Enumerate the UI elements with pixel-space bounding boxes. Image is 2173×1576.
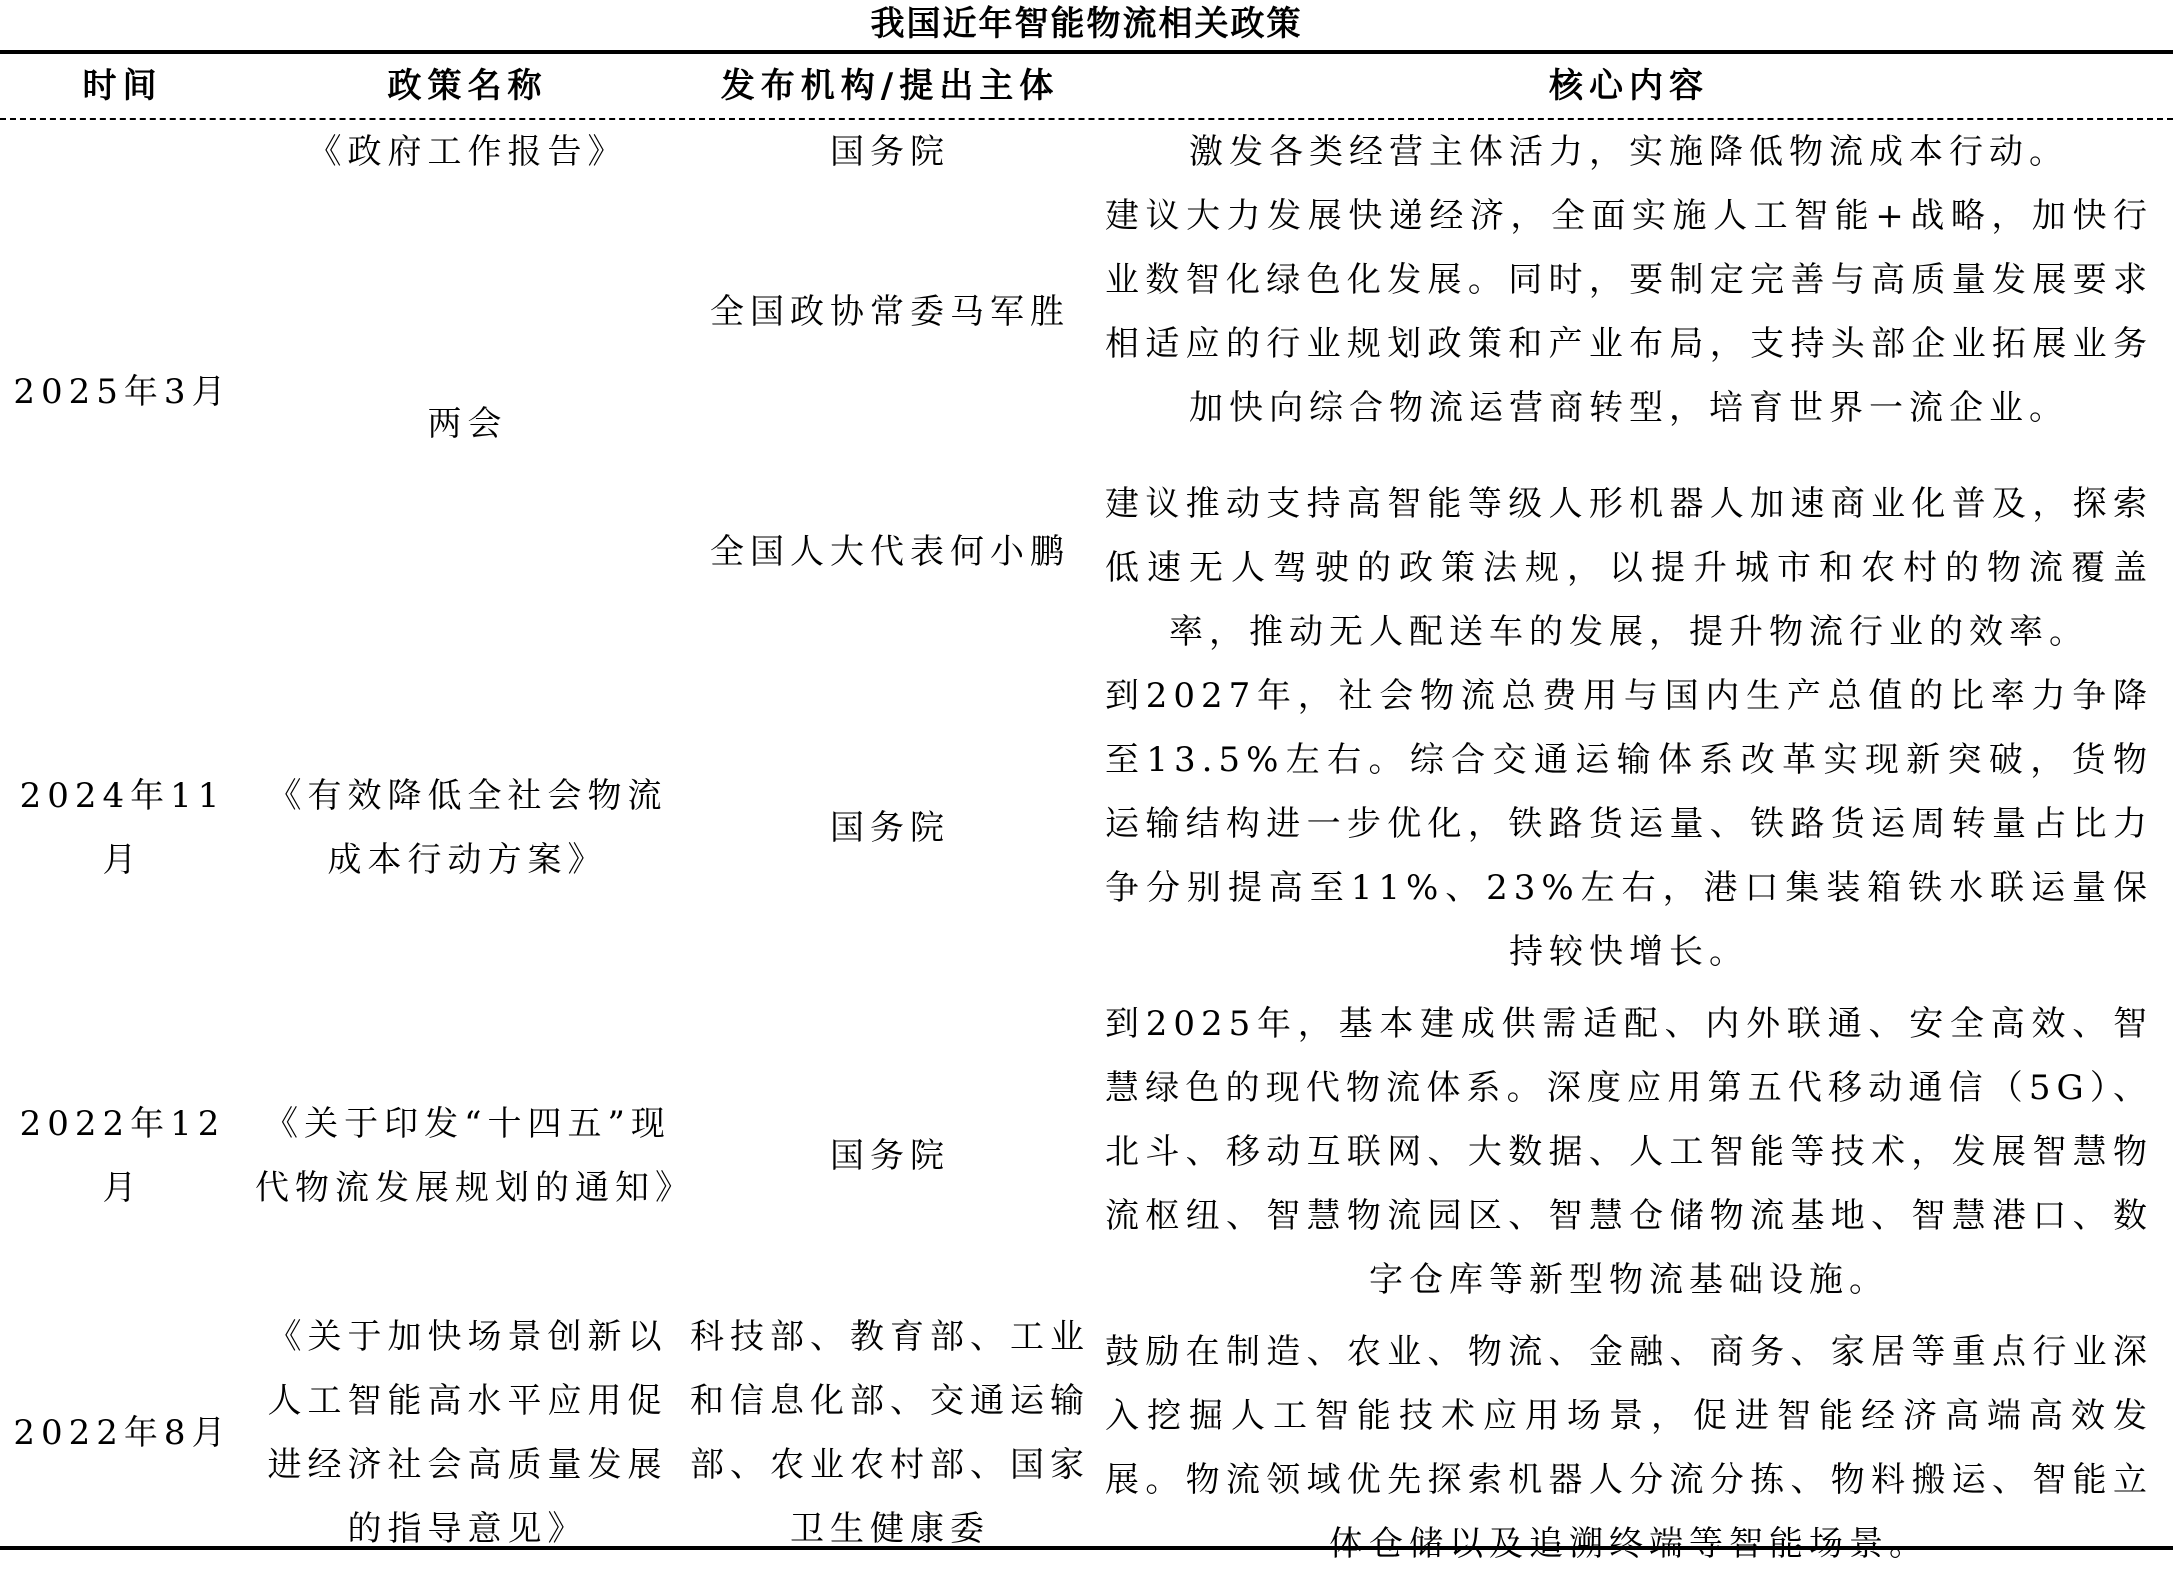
table-header [0, 54, 2173, 120]
table-row [0, 664, 2173, 992]
header-time: 时间 [82, 66, 163, 106]
table-row [0, 992, 2173, 1320]
row-policy-name: 两会 [427, 404, 508, 444]
row-time: 2022年8月 [13, 1413, 232, 1453]
row-core-content: 建议大力发展快递经济，全面实施人工智能+战略，加快行业数智化绿色化发展。同时，要制定完善与高质量发展要求相适应的行业规划政策和产业布局，支持头部企业拓展业务加快向综合物流运营商转型，培育世界一流企业。 [1105, 196, 2153, 428]
row-policy-name: 《政府工作报告》 [307, 132, 628, 172]
header-core-content: 核心内容 [1549, 66, 1709, 106]
row-core-content: 建议推动支持高智能等级人形机器人加速商业化普及，探索低速无人驾驶的政策法规，以提升城市和农村的物流覆盖率，推动无人配送车的发展，提升物流行业的效率。 [1105, 484, 2153, 652]
row-time: 2024年11月 [19, 776, 226, 880]
row-policy-name: 《关于加快场景创新以人工智能高水平应用促进经济社会高质量发展的指导意见》 [267, 1317, 668, 1549]
row-time: 2022年12月 [19, 1104, 226, 1208]
row-core-content: 到2027年，社会物流总费用与国内生产总值的比率力争降至13.5%左右。综合交通运输体系改革实现新突破，货物运输结构进一步优化，铁路货运量、铁路货运周转量占比力争分别提高至11%、23%左右，港口集装箱铁水联运量保持较快增长。 [1105, 676, 2153, 972]
row-policy-name: 《有效降低全社会物流成本行动方案》 [267, 776, 668, 880]
row-issuer: 全国政协常委马军胜 [710, 292, 1070, 332]
table-row [0, 1317, 2173, 1564]
row-issuer: 国务院 [830, 808, 950, 848]
row-issuer: 国务院 [830, 132, 950, 172]
header-issuer: 发布机构/提出主体 [720, 66, 1060, 106]
row-core-content: 到2025年，基本建成供需适配、内外联通、安全高效、智慧绿色的现代物流体系。深度应用第五代移动通信（5G）、北斗、移动互联网、大数据、人工智能等技术，发展智慧物流枢纽、智慧物流园区、智慧仓储物流基地、智慧港口、数字仓库等新型物流基础设施。 [1105, 1004, 2153, 1300]
table-row [0, 120, 2173, 664]
row-time: 2025年3月 [13, 372, 232, 412]
row-issuer: 全国人大代表何小鹏 [710, 532, 1070, 572]
header-policy-name: 政策名称 [387, 66, 548, 106]
row-policy-name: 《关于印发“十四五”现代物流发展规划的通知》 [255, 1104, 695, 1208]
row-core-content: 激发各类经营主体活力，实施降低物流成本行动。 [1189, 132, 2069, 172]
row-core-content: 鼓励在制造、农业、物流、金融、商务、家居等重点行业深入挖掘人工智能技术应用场景，促进智能经济高端高效发展。物流领域优先探索机器人分流分拣、物料搬运、智能立体仓储以及追溯终端等智能场景。 [1105, 1332, 2153, 1564]
table-title: 我国近年智能物流相关政策 [870, 4, 1303, 44]
row-issuer: 国务院 [830, 1136, 950, 1176]
policy-table [0, 50, 2173, 1564]
row-issuer: 科技部、教育部、工业和信息化部、交通运输部、农业农村部、国家卫生健康委 [690, 1317, 1090, 1549]
